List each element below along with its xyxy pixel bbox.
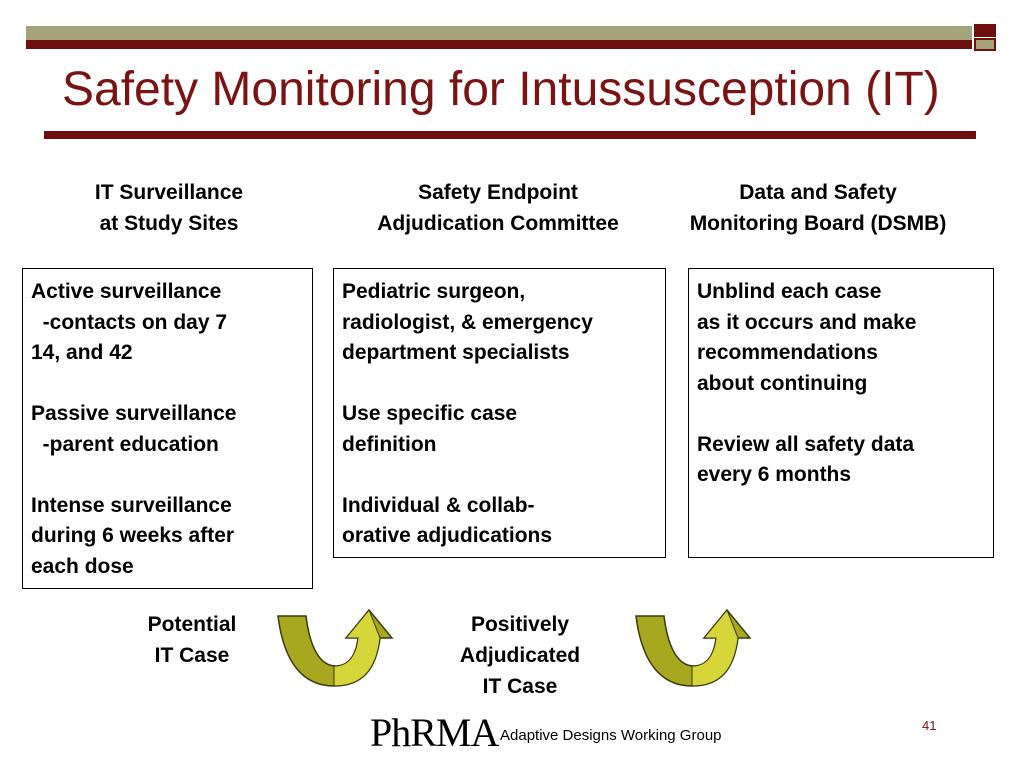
surveillance-box: Active surveillance -contacts on day 7 14, and 42 Passive surveillance -parent education Intense surveillance during 6 weeks after each dose <box>22 268 313 589</box>
slide-title: Safety Monitoring for Intussusception (IT) <box>62 63 940 116</box>
column-header-dsmb <box>658 177 978 239</box>
column-header-surveillance <box>40 177 298 239</box>
flow-label-line: IT Case <box>154 644 230 667</box>
corner-square-olive <box>974 38 996 51</box>
footer-group-name: Adaptive Designs Working Group <box>500 727 722 744</box>
flow-label-adjudicated <box>430 609 610 702</box>
column-header-line: Safety Endpoint <box>418 181 578 204</box>
top-decorative-bar <box>26 26 972 50</box>
column-header-line: Monitoring Board (DSMB) <box>689 212 947 235</box>
column-header-line: at Study Sites <box>99 212 239 235</box>
title-underline <box>44 131 976 139</box>
u-turn-arrow-icon <box>634 608 752 688</box>
column-header-line: Data and Safety <box>739 181 897 204</box>
column-header-line: Adjudication Committee <box>377 212 619 235</box>
top-maroon-band <box>26 40 972 49</box>
dsmb-box: Unblind each case as it occurs and make recommendations about continuing Review all safety data every 6 months <box>688 268 994 558</box>
flow-label-potential <box>122 609 262 671</box>
u-turn-arrow-icon <box>276 608 394 688</box>
flow-label-line: Adjudicated <box>459 644 581 667</box>
column-header-line: IT Surveillance <box>94 181 244 204</box>
phrma-logo: PhRMA <box>370 710 499 755</box>
corner-square-maroon <box>974 24 996 37</box>
flow-label-line: IT Case <box>482 675 558 698</box>
top-olive-band <box>26 26 972 40</box>
column-header-adjudication <box>345 177 651 239</box>
page-number: 41 <box>922 718 937 733</box>
flow-label-line: Positively <box>470 613 570 636</box>
flow-label-line: Potential <box>147 613 237 636</box>
adjudication-box: Pediatric surgeon, radiologist, & emergency department specialists Use specific case definition Individual & collab- orative adjudications <box>333 268 666 558</box>
